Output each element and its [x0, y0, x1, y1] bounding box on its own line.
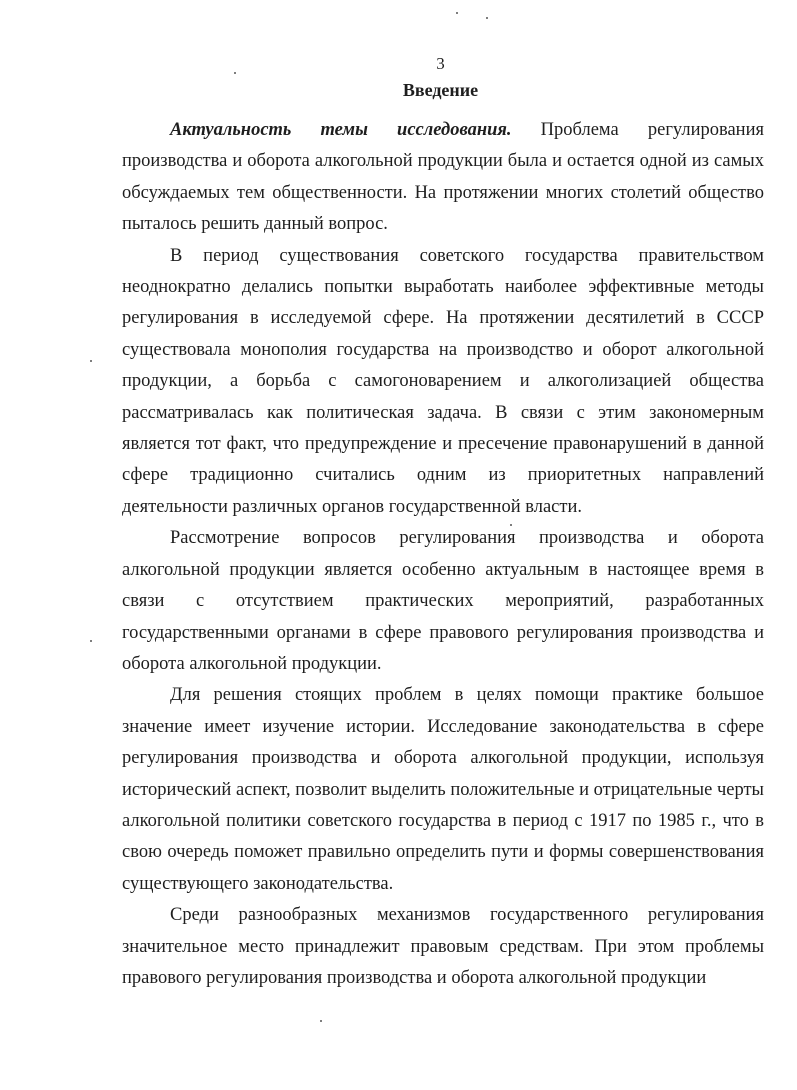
paragraph	[122, 680, 764, 900]
scan-speck	[486, 17, 488, 19]
paragraph	[122, 523, 764, 680]
paragraph-text: Для решения стоящих проблем в целях помощи практике большое значение имеет изучение истории. Исследование законодательства в сфере регулирования производства и оборота алкогольной продукции, используя исторический аспект, позволит выделить положительные и отрицательные черты алкогольной политики советского государства в период с 1917 по 1985 г., что в свою очередь поможет правильно определить пути и формы совершенствования существующего законодательства.	[122, 685, 764, 894]
page-title: Введение	[402, 80, 479, 100]
paragraph-lead: Актуальность темы исследования.	[170, 120, 512, 140]
scan-speck	[90, 360, 92, 362]
paragraph-text: В период существования советского государства правительством неоднократно делались попытки выработать наиболее эффективные методы регулирования в исследуемой сфере. На протяжении десятилетий в СССР существовала монополия государства на производство и оборот алкогольной продукции, а борьба с самогоноварением и алкоголизацией общества рассматривалась как политическая задача. В связи с этим закономерным является тот факт, что предупреждение и пресечение правонарушений в данной сфере традиционно считались одним из приоритетных направлений деятельности различных органов государственной власти.	[122, 245, 764, 517]
paragraph-text: Проблема регулирования производства и оборота алкогольной продукции была и остается одной из самых обсуждаемых тем общественности. На протяжении многих столетий общество пыталось решить данный вопрос.	[122, 120, 764, 235]
page-number: 3	[436, 54, 445, 73]
paragraph	[122, 115, 764, 241]
scan-speck	[320, 1020, 322, 1022]
scan-speck	[456, 12, 458, 14]
scan-speck	[90, 640, 92, 642]
paragraph	[122, 900, 764, 994]
paragraph-text: Рассмотрение вопросов регулирования производства и оборота алкогольной продукции является особенно актуальным в настоящее время в связи с отсутствием практических мероприятий, разработанных государственными органами в сфере правового регулирования производства и оборота алкогольной продукции.	[122, 528, 764, 674]
body-text	[122, 115, 764, 994]
paragraph	[122, 241, 764, 524]
paragraph-text: Среди разнообразных механизмов государственного регулирования значительное место принадлежит правовым средствам. При этом проблемы правового регулирования производства и оборота алкогольной продукции	[122, 905, 764, 988]
